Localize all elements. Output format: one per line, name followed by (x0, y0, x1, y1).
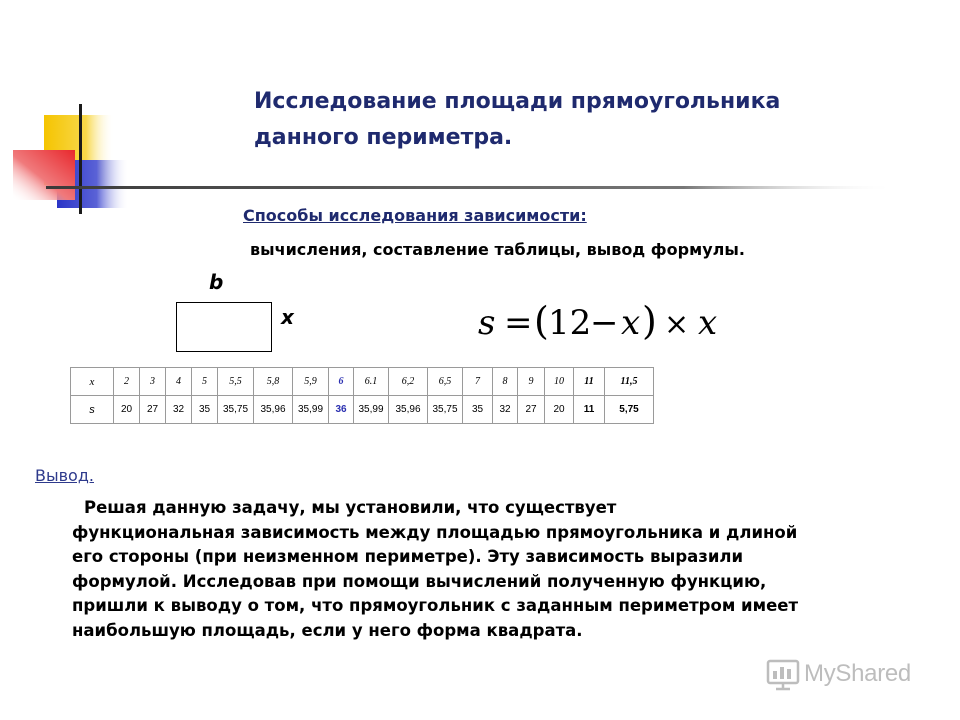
x-value-cell: 7 (463, 368, 493, 396)
s-row-header: s (71, 396, 114, 424)
formula-times: × (664, 307, 690, 342)
area-formula (474, 296, 734, 350)
s-value-cell: 35,99 (354, 396, 389, 424)
s-value-cell: 5,75 (605, 396, 654, 424)
methods-text: вычисления, составление таблицы, вывод формулы. (250, 240, 745, 259)
x-row-header: x (71, 368, 114, 396)
side-b-label: b (209, 270, 224, 294)
conclusion-line: его стороны (при неизменном периметре). Эту зависимость выразили (72, 547, 744, 566)
formula-x: x (698, 303, 718, 343)
title-line: данного периметра. (254, 125, 513, 150)
s-value-cell: 32 (166, 396, 192, 424)
x-values-row (71, 368, 654, 396)
formula-twelve: 12 (548, 303, 592, 343)
formula-equals: = (504, 303, 533, 343)
s-value-cell: 35 (192, 396, 218, 424)
formula-minus: − (590, 303, 619, 343)
s-value-cell: 27 (140, 396, 166, 424)
x-value-cell: 6.1 (354, 368, 389, 396)
side-x-label: x (281, 305, 294, 329)
s-value-cell: 20 (545, 396, 574, 424)
presentation-board-icon (766, 657, 800, 691)
x-value-cell: 9 (518, 368, 545, 396)
formula-lparen: ( (534, 299, 549, 343)
conclusion-line: наибольшую площадь, если у него форма квадрата. (72, 620, 583, 640)
conclusion-line: формулой. Исследовав при помощи вычислений полученную функцию, (72, 571, 767, 591)
x-value-cell: 6,2 (389, 368, 428, 396)
conclusion-paragraph (72, 496, 942, 643)
s-value-cell: 11 (574, 396, 605, 424)
x-value-cell: 11,5 (605, 368, 654, 396)
watermark-text: MyShared (804, 660, 911, 687)
x-value-cell: 8 (493, 368, 518, 396)
x-value-cell: 6,5 (428, 368, 463, 396)
s-values-row (71, 396, 654, 424)
s-value-cell: 20 (114, 396, 140, 424)
s-value-cell: 35,75 (428, 396, 463, 424)
methods-heading-link[interactable]: Способы исследования зависимости: (243, 206, 587, 225)
x-value-cell: 3 (140, 368, 166, 396)
x-value-cell: 5,9 (293, 368, 329, 396)
values-table (70, 367, 654, 424)
x-value-cell: 4 (166, 368, 192, 396)
x-value-cell: 5,5 (218, 368, 254, 396)
conclusion-line: Решая данную задачу, мы установили, что существует (84, 498, 617, 517)
formula-x: x (621, 303, 641, 343)
conclusion-line: пришли к выводу о том, что прямоугольник с заданным периметром имеет (72, 596, 799, 615)
x-value-cell: 2 (114, 368, 140, 396)
x-value-cell: 5 (192, 368, 218, 396)
watermark (766, 656, 926, 692)
s-value-cell: 35 (463, 396, 493, 424)
s-value-cell: 35,96 (389, 396, 428, 424)
x-value-cell: 6 (329, 368, 354, 396)
s-value-cell: 27 (518, 396, 545, 424)
x-value-cell: 11 (574, 368, 605, 396)
slide-title (254, 84, 780, 156)
s-value-cell: 36 (329, 396, 354, 424)
rectangle-figure (176, 302, 272, 352)
formula-s: s (478, 303, 496, 343)
conclusion-line: функциональная зависимость между площадью прямоугольника и длиной (72, 522, 798, 542)
s-value-cell: 35,99 (293, 396, 329, 424)
s-value-cell: 35,75 (218, 396, 254, 424)
formula-rparen: ) (642, 299, 657, 343)
s-value-cell: 32 (493, 396, 518, 424)
x-value-cell: 5,8 (254, 368, 293, 396)
conclusion-heading-link[interactable]: Вывод. (35, 466, 94, 485)
title-line: Исследование площади прямоугольника (254, 89, 781, 114)
x-value-cell: 10 (545, 368, 574, 396)
s-value-cell: 35,96 (254, 396, 293, 424)
